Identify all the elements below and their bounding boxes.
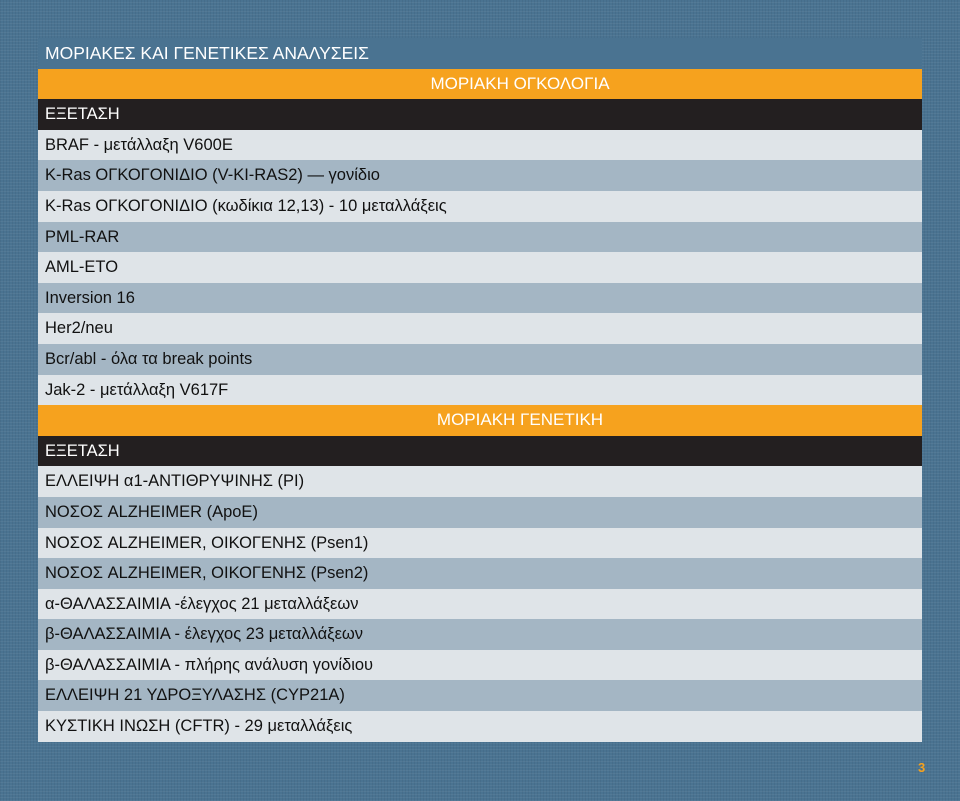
table-row: K-Ras ΟΓΚΟΓΟΝΙΔΙΟ (V-KI-RAS2) — γονίδιο [38,160,922,191]
table-row: ΝΟΣΟΣ ALZHEIMER, ΟΙΚΟΓΕΝΗΣ (Psen2) [38,558,922,589]
section-title-molecular-genetics: ΜΟΡΙΑΚΗ ΓΕΝΕΤΙΚΗ [38,405,922,436]
table-row: Bcr/abl - όλα τα break points [38,344,922,375]
table-row: α-ΘΑΛΑΣΣΑΙΜΙΑ -έλεγχος 21 μεταλλάξεων [38,589,922,620]
table-row: BRAF - μετάλλαξη V600E [38,130,922,161]
table-row: Her2/neu [38,313,922,344]
table-row: ΕΛΛΕΙΨΗ α1-ΑΝΤΙΘΡΥΨΙΝΗΣ (PI) [38,466,922,497]
table-row: Inversion 16 [38,283,922,314]
table-row: β-ΘΑΛΑΣΣΑΙΜΙΑ - έλεγχος 23 μεταλλάξεων [38,619,922,650]
table-row: ΝΟΣΟΣ ALZHEIMER, ΟΙΚΟΓΕΝΗΣ (Psen1) [38,528,922,559]
table-row: ΝΟΣΟΣ ALZHEIMER (ApoE) [38,497,922,528]
column-header-test: ΕΞΕΤΑΣΗ [38,99,922,130]
document-title: ΜΟΡΙΑΚΕΣ ΚΑΙ ΓΕΝΕΤΙΚΕΣ ΑΝΑΛΥΣΕΙΣ [38,38,922,69]
tests-table [38,38,922,742]
table-row: ΚΥΣΤΙΚΗ ΙΝΩΣΗ (CFTR) - 29 μεταλλάξεις [38,711,922,742]
table-row: ΕΛΛΕΙΨΗ 21 ΥΔΡΟΞΥΛΑΣΗΣ (CYP21A) [38,680,922,711]
section-title-molecular-oncology: ΜΟΡΙΑΚΗ ΟΓΚΟΛΟΓΙΑ [38,69,922,100]
page-number: 3 [918,760,926,775]
table-row: PML-RAR [38,222,922,253]
table-row: Jak-2 - μετάλλαξη V617F [38,375,922,406]
table-row: β-ΘΑΛΑΣΣΑΙΜΙΑ - πλήρης ανάλυση γονίδιου [38,650,922,681]
table-row: AML-ETO [38,252,922,283]
column-header-test: ΕΞΕΤΑΣΗ [38,436,922,467]
table-row: K-Ras ΟΓΚΟΓΟΝΙΔΙΟ (κωδίκια 12,13) - 10 μεταλλάξεις [38,191,922,222]
